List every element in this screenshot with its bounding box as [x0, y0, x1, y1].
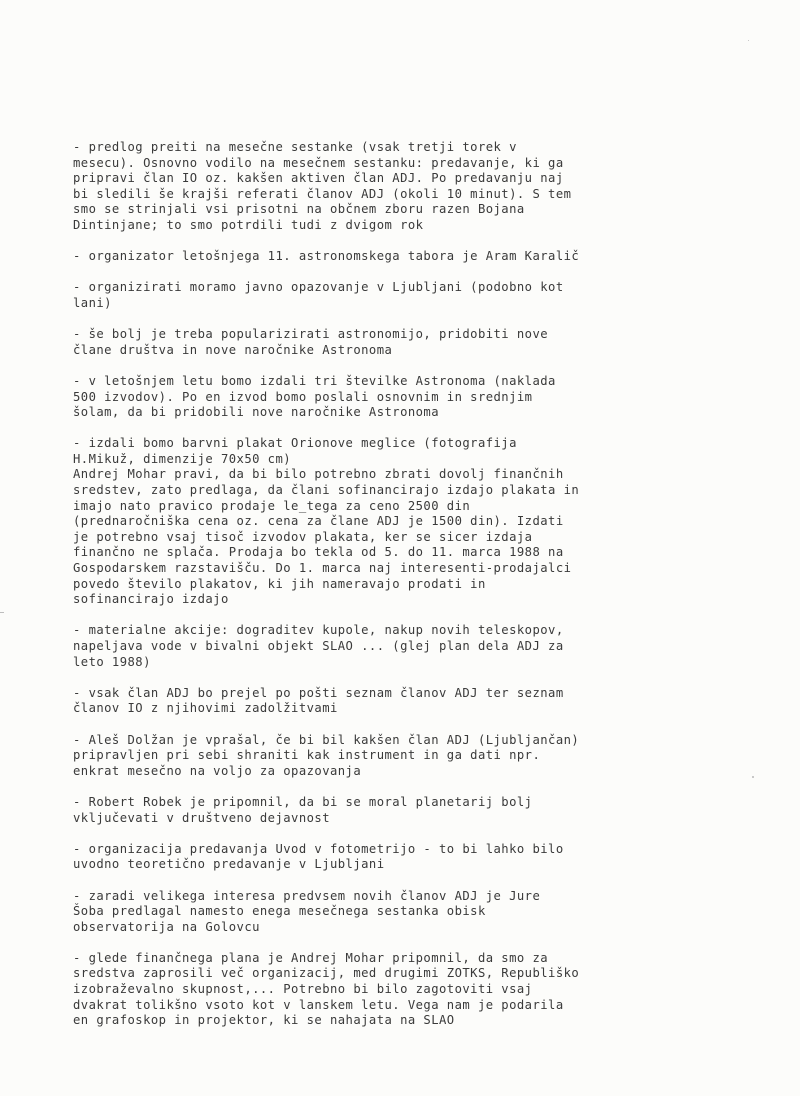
note-golovec-visit: - zaradi velikega interesa predvsem novih članov ADJ je Jure Šoba predlagal namesto enega mesečnega sestanka obisk observatorija na Golovcu	[73, 888, 541, 934]
note-material-actions: - materialne akcije: dograditev kupole, nakup novih teleskopov, napeljava vode v bivalni objekt SLAO ... (glej plan dela ADJ za leto 1988)	[73, 623, 564, 669]
note-orion-poster: - izdali bomo barvni plakat Orionove meglice (fotografija H.Mikuž, dimenzije 70x50 cm) Andrej Mohar pravi, da bi bilo potrebno zbrati dovolj finančnih sredstev, zato predlaga, da člani sofinancirajo izdajo plakata in imajo nato pravico prodaje le_tega za ceno 2500 din (prednaročniška cena oz. cena za člane ADJ je 1500 din). Izdati je potrebno vsaj tisoč izvodov plakata, ker se sicer izdaja finančno ne splača. Prodaja bo tekla od 5. do 11. marca 1988 na Gospodarskem razstavišču. Do 1. marca naj interesenti-prodajalci povedo število plakatov, ki jih nameravajo prodati in sofinancirajo izdajo	[73, 436, 580, 607]
scan-speck	[752, 776, 754, 778]
note-member-list: - vsak član ADJ bo prejel po pošti seznam članov ADJ ter seznam članov IO z njihovimi zadolžitvami	[73, 685, 564, 716]
note-weekly-meetings: - predlog preiti na mesečne sestanke (vsak tretji torek v mesecu). Osnovno vodilo na mesečnem sestanku: predavanje, ki ga pripravi član IO oz. kakšen aktiven član ADJ. Po predavanju naj bi sledili še krajši referati članov ADJ (okoli 10 minut). S tem smo se strinjali vsi prisotni na občnem zboru razen Bojana Dintinjane; to smo potrdili tudi z dvigom rok	[73, 140, 572, 232]
note-camp-organizer: - organizator letošnjega 11. astronomskega tabora je Aram Karalič	[73, 249, 580, 264]
scan-mark	[0, 612, 4, 613]
note-popularization: - še bolj je treba popularizirati astronomijo, pridobiti nove člane društva in nove naročnike Astronoma	[73, 327, 549, 357]
scan-speck	[748, 40, 749, 41]
note-astronom-issues: - v letošnjem letu bomo izdali tri številke Astronoma (naklada 500 izvodov). Po en izvod bomo poslali osnovnim in srednjim šolam, da bi pridobili nove naročnike Astronoma	[73, 373, 556, 420]
note-public-observation: - organizirati moramo javno opazovanje v Ljubljani (podobno kot lani)	[73, 280, 564, 310]
note-financial-plan: - glede finančnega plana je Andrej Mohar pripomnil, da smo za sredstva zaprosili več organizacij, med drugimi ZOTKS, Republiško izobraževalno skupnost,... Potrebno bi bilo zagotoviti vsaj dvakrat tolikšno vsoto kot v lanskem letu. Vega nam je podarila en grafoskop in projektor, ki se nahajata na SLAO	[73, 950, 580, 1028]
note-photometry-lecture: - organizacija predavanja Uvod v fotometrijo - to bi lahko bilo uvodno teoretično predavanje v Ljubljani	[73, 841, 564, 872]
note-instrument-storage: - Aleš Dolžan je vprašal, če bi bil kakšen član ADJ (Ljubljančan) pripravljen pri sebi shraniti kak instrument in ga dati npr. enkrat mesečno na voljo za opazovanja	[73, 732, 580, 778]
meeting-notes	[73, 140, 685, 1044]
note-planetarium: - Robert Robek je pripomnil, da bi se moral planetarij bolj vključevati v društveno dejavnost	[73, 794, 533, 825]
